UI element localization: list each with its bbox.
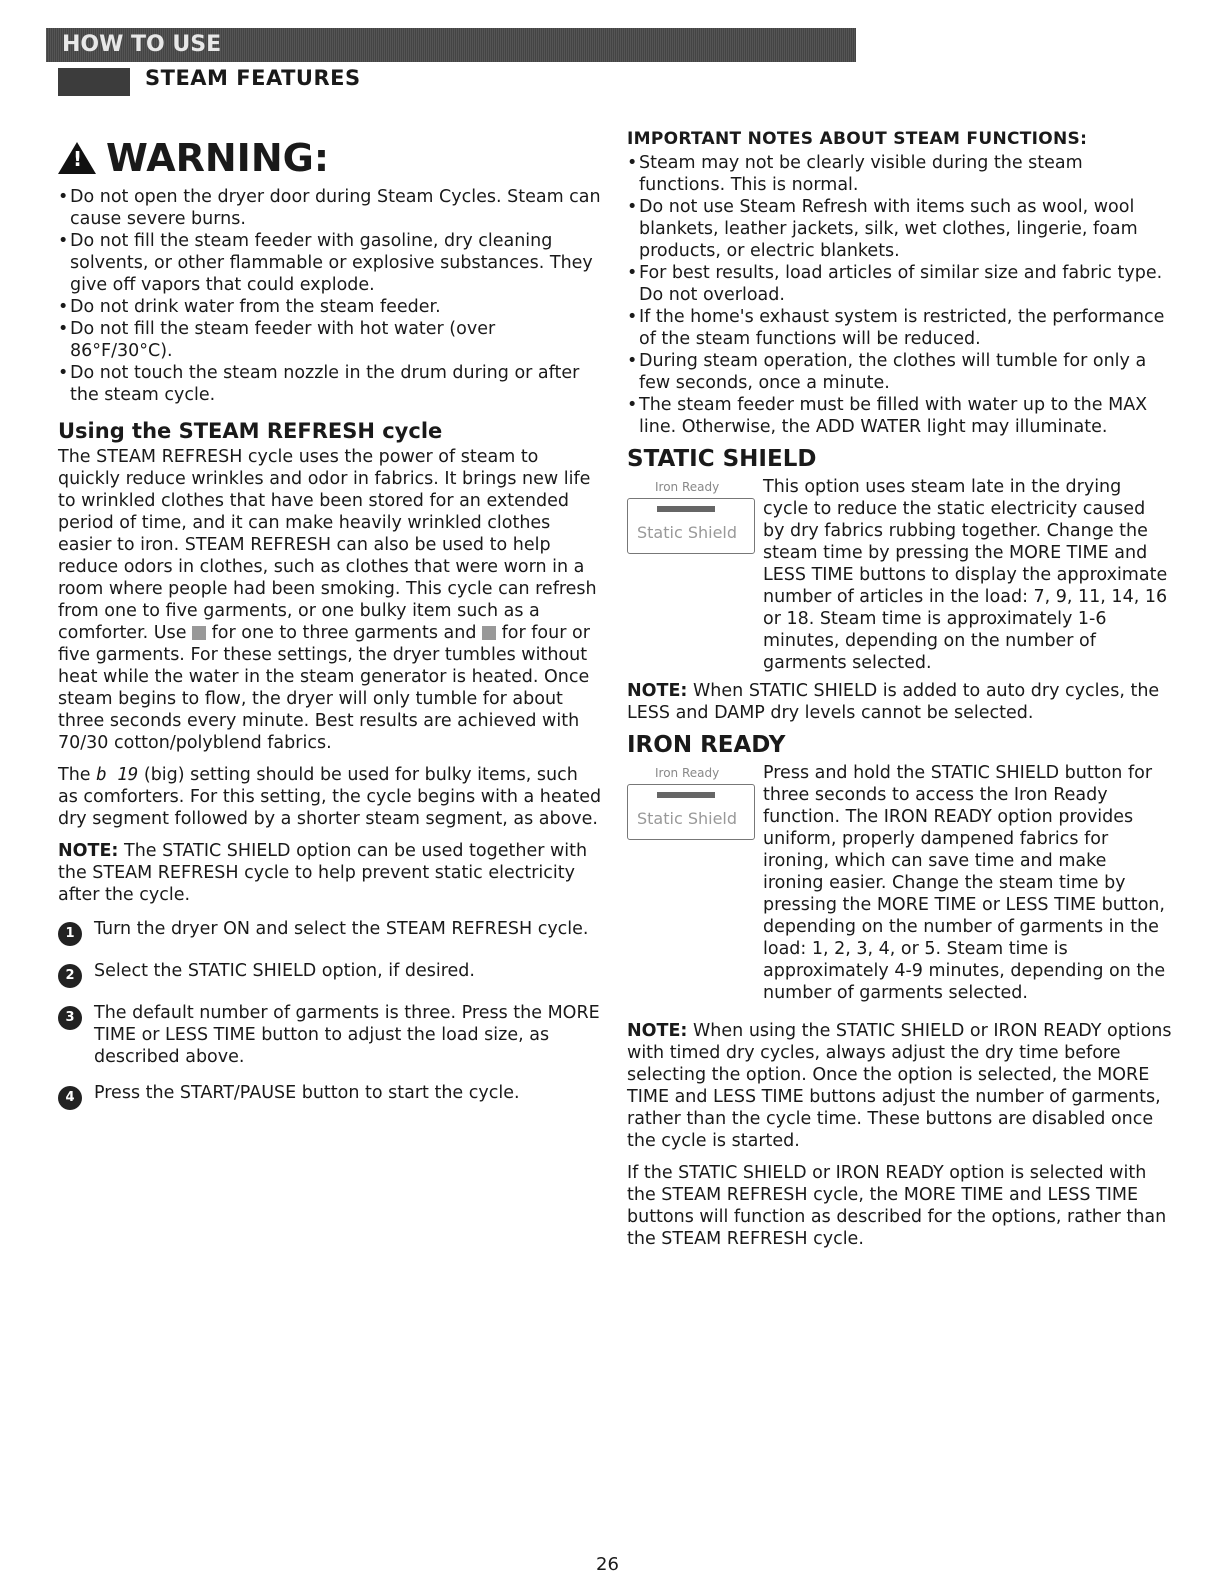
static-shield-heading: STATIC SHIELD — [627, 446, 817, 472]
section-title: STEAM FEATURES — [145, 66, 361, 90]
note-item: • Do not use Steam Refresh with items such as wool, wool blankets, leather jackets, silk, wet clothes, lingerie, foam products, or electric blankets. — [627, 196, 1172, 262]
big-text-a: The — [58, 765, 91, 785]
step-text: The default number of garments is three. Press the MORE TIME or LESS TIME button to adjust the load size, as described above. — [94, 1003, 600, 1067]
left-column — [58, 130, 603, 1124]
note-item: • Steam may not be clearly visible during the steam functions. This is normal. — [627, 152, 1172, 196]
step-2 — [58, 960, 603, 988]
warning-list — [58, 186, 603, 406]
iron-ready-label: Iron Ready — [655, 480, 720, 494]
big-text-b: (big) setting should be used for bulky items, such as comforters. For this setting, the cycle begins with a heated dry segment followed by a shorter steam segment, as above. — [58, 765, 602, 829]
warning-title: WARNING: — [106, 136, 330, 180]
refresh-text-a: The STEAM REFRESH cycle uses the power of steam to quickly reduce wrinkles and odor in fabrics. It brings new life to wrinkled clothes that have been stored for an extended period of time, and it can make heavily wrinkled clothes easier to iron. STEAM REFRESH can also be used to help reduce odors in clothes, such as clothes that were worn in a room where people had been smoking. This cycle can refresh from one to five garments, or one bulky item such as a comforter. Use — [58, 447, 597, 643]
iron-ready-note — [627, 1020, 1172, 1152]
right-column — [627, 128, 1172, 1260]
step-number: 4 — [58, 1086, 82, 1110]
step-text: Press the START/PAUSE button to start the cycle. — [94, 1083, 520, 1103]
warning-heading — [58, 130, 603, 186]
static-shield-section — [627, 476, 1172, 674]
segment-display-icon — [192, 626, 206, 640]
indicator-bar — [657, 792, 715, 798]
note-text: When STATIC SHIELD is added to auto dry cycles, the LESS and DAMP dry levels cannot be selected. — [627, 681, 1160, 723]
step-text: Select the STATIC SHIELD option, if desired. — [94, 961, 475, 981]
warning-icon — [58, 142, 96, 174]
static-shield-button-illustration — [627, 476, 755, 558]
step-number: 2 — [58, 964, 82, 988]
iron-ready-heading: IRON READY — [627, 732, 786, 758]
steam-refresh-intro — [58, 446, 603, 754]
refresh-text-c: for four or five garments. For these settings, the dryer tumbles without heat while the water in the steam generator is heated. Once steam begins to flow, the dryer will only tumble for about three seconds every minute. Best results are achieved with 70/30 cotton/polyblend fabrics. — [58, 623, 590, 753]
segment-display-icon — [482, 626, 496, 640]
iron-ready-section — [627, 762, 1172, 1004]
note-label: NOTE: — [627, 1021, 688, 1041]
notes-list — [627, 152, 1172, 438]
warning-item: • Do not fill the steam feeder with hot water (over 86°F/30°C). — [58, 318, 603, 362]
indicator-bar — [657, 506, 715, 512]
refresh-note — [58, 840, 603, 906]
static-shield-label: Static Shield — [637, 523, 738, 542]
warning-item: • Do not drink water from the steam feeder. — [58, 296, 603, 318]
note-label: NOTE: — [58, 841, 119, 861]
warning-item: • Do not touch the steam nozzle in the drum during or after the steam cycle. — [58, 362, 603, 406]
step-3 — [58, 1002, 603, 1068]
step-number: 3 — [58, 1006, 82, 1030]
step-1 — [58, 918, 603, 946]
note-text: The STATIC SHIELD option can be used together with the STEAM REFRESH cycle to help prevent static electricity after the cycle. — [58, 841, 588, 905]
big-code: b 19 — [96, 765, 139, 785]
static-shield-button-illustration — [627, 762, 755, 844]
note-item: • The steam feeder must be filled with water up to the MAX line. Otherwise, the ADD WATER light may illuminate. — [627, 394, 1172, 438]
note-item: • If the home's exhaust system is restricted, the performance of the steam functions will be reduced. — [627, 306, 1172, 350]
note-item: • For best results, load articles of similar size and fabric type. Do not overload. — [627, 262, 1172, 306]
step-4 — [58, 1082, 603, 1110]
warning-item: • Do not open the dryer door during Steam Cycles. Steam can cause severe burns. — [58, 186, 603, 230]
section-banner: HOW TO USE — [46, 28, 856, 62]
big-setting-paragraph — [58, 764, 603, 830]
static-shield-text: This option uses steam late in the drying cycle to reduce the static electricity caused by dry fabrics rubbing together. Change the steam time by pressing the MORE TIME and LESS TIME buttons to display the approximate number of articles in the load: 7, 9, 11, 14, 16 or 18. Steam time is approximately 1-6 minutes, depending on the number of garments selected. — [763, 477, 1168, 673]
iron-ready-last-paragraph: If the STATIC SHIELD or IRON READY option is selected with the STEAM REFRESH cycle, the MORE TIME and LESS TIME buttons will function as described for the options, rather than the STEAM REFRESH cycle. — [627, 1163, 1167, 1249]
section-marker — [58, 68, 130, 96]
steam-refresh-heading: Using the STEAM REFRESH cycle — [58, 419, 443, 443]
static-shield-note — [627, 680, 1172, 724]
static-shield-label: Static Shield — [637, 809, 738, 828]
iron-ready-text: Press and hold the STATIC SHIELD button for three seconds to access the Iron Ready function. The IRON READY option provides uniform, properly dampened fabrics for ironing, which can save time and make ironing easier. Change the steam time by pressing the MORE TIME or LESS TIME button, depending on the number of garments in the load: 1, 2, 3, 4, or 5. Steam time is approximately 4-9 minutes, depending on the number of garments selected. — [763, 763, 1166, 1003]
step-number: 1 — [58, 922, 82, 946]
note-item: • During steam operation, the clothes will tumble for only a few seconds, once a minute. — [627, 350, 1172, 394]
page-number: 26 — [596, 1554, 619, 1575]
iron-ready-label: Iron Ready — [655, 766, 720, 780]
note-text: When using the STATIC SHIELD or IRON READY options with timed dry cycles, always adjust the dry time before selecting the option. Once the option is selected, the MORE TIME and LESS TIME buttons adjust the number of garments, rather than the cycle time. These buttons are disabled once the cycle is started. — [627, 1021, 1172, 1151]
refresh-text-b: for one to three garments and — [211, 623, 477, 643]
notes-heading: IMPORTANT NOTES ABOUT STEAM FUNCTIONS: — [627, 129, 1088, 149]
note-label: NOTE: — [627, 681, 688, 701]
warning-item: • Do not fill the steam feeder with gasoline, dry cleaning solvents, or other flammable or explosive substances. They give off vapors that could explode. — [58, 230, 603, 296]
step-text: Turn the dryer ON and select the STEAM REFRESH cycle. — [94, 919, 589, 939]
